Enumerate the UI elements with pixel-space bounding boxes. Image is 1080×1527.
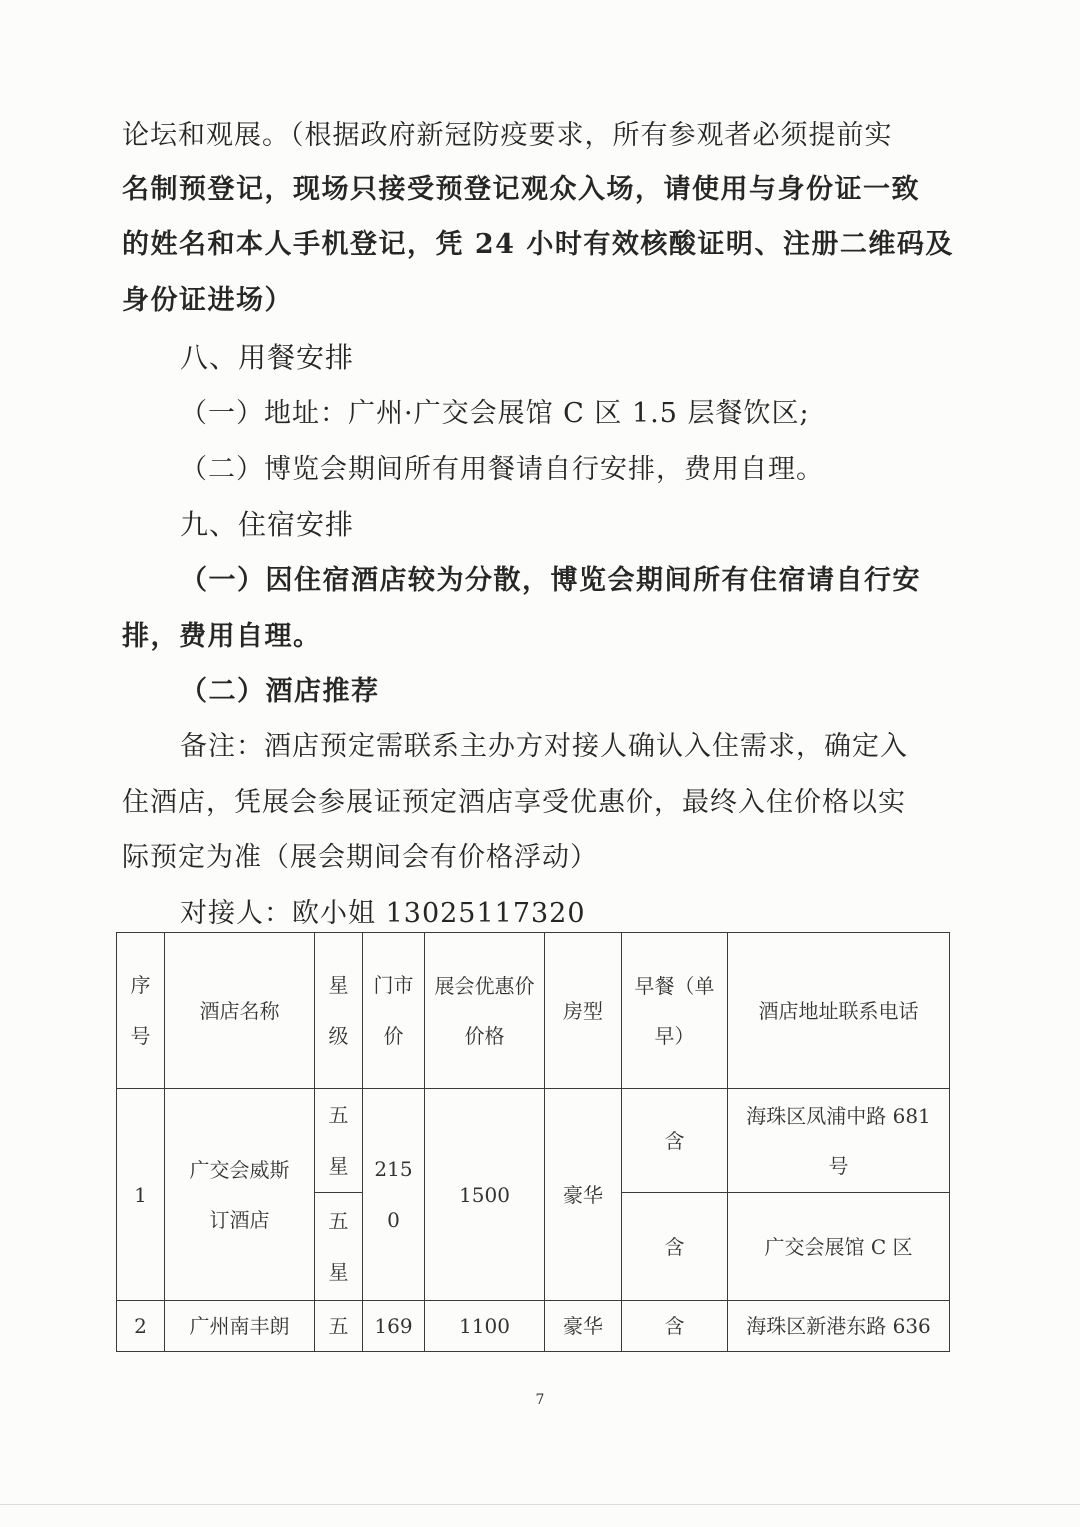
row-address: 广交会展馆 C 区 xyxy=(728,1193,950,1301)
row-hotel-name: 广交会威斯订酒店 xyxy=(165,1089,315,1301)
row-star: 五 xyxy=(315,1301,363,1352)
paragraph-line: 论坛和观展。（根据政府新冠防疫要求，所有参观者必须提前实 xyxy=(122,120,893,151)
row-address: 海珠区新港东路 636 xyxy=(728,1301,950,1352)
row-star: 五星 xyxy=(315,1089,363,1193)
row-room-type: 豪华 xyxy=(545,1301,622,1352)
page-number: 7 xyxy=(535,1392,545,1408)
row-no: 2 xyxy=(117,1301,165,1352)
subsection-heading: （二）酒店推荐 xyxy=(180,676,380,707)
paragraph-line: （二）博览会期间所有用餐请自行安排，费用自理。 xyxy=(180,454,824,485)
header-no: 序号 xyxy=(117,933,165,1089)
header-room-type: 房型 xyxy=(545,933,622,1089)
table-row xyxy=(117,1089,950,1193)
paragraph-line: 排，费用自理。 xyxy=(122,621,322,652)
table-header-row xyxy=(117,933,950,1089)
note-line: 际预定为准（展会期间会有价格浮动） xyxy=(122,842,598,873)
header-breakfast: 早餐（单早） xyxy=(622,933,728,1089)
paragraph-line: （一）地址：广州·广交会展馆 C 区 1.5 层餐饮区; xyxy=(180,398,810,429)
row-hotel-name: 广州南丰朗 xyxy=(165,1301,315,1352)
header-star: 星级 xyxy=(315,933,363,1089)
row-rack-price: 2150 xyxy=(363,1089,425,1301)
header-rack-price: 门市价 xyxy=(363,933,425,1089)
row-breakfast: 含 xyxy=(622,1193,728,1301)
hotel-table xyxy=(116,932,950,1352)
section-heading-9: 九、住宿安排 xyxy=(180,508,355,541)
table-row xyxy=(117,1301,950,1352)
contact-line: 对接人：欧小姐 13025117320 xyxy=(180,898,586,929)
row-star: 五星 xyxy=(315,1193,363,1301)
header-name: 酒店名称 xyxy=(165,933,315,1089)
paragraph-line: 名制预登记，现场只接受预登记观众入场，请使用与身份证一致 xyxy=(122,174,920,205)
paragraph-line: 的姓名和本人手机登记，凭 24 小时有效核酸证明、注册二维码及 xyxy=(122,229,954,260)
paragraph-line: （一）因住宿酒店较为分散，博览会期间所有住宿请自行安 xyxy=(180,565,921,596)
row-no: 1 xyxy=(117,1089,165,1301)
row-room-type: 豪华 xyxy=(545,1089,622,1301)
note-line: 备注：酒店预定需联系主办方对接人确认入住需求，确定入 xyxy=(180,731,908,762)
paragraph-line: 身份证进场） xyxy=(122,285,293,316)
row-breakfast: 含 xyxy=(622,1089,728,1193)
row-rack-price: 169 xyxy=(363,1301,425,1352)
scan-edge-line xyxy=(0,1504,1080,1505)
row-discount-price: 1100 xyxy=(425,1301,545,1352)
row-breakfast: 含 xyxy=(622,1301,728,1352)
section-heading-8: 八、用餐安排 xyxy=(180,341,355,374)
header-address: 酒店地址联系电话 xyxy=(728,933,950,1089)
header-discount-price: 展会优惠价价格 xyxy=(425,933,545,1089)
note-line: 住酒店，凭展会参展证预定酒店享受优惠价，最终入住价格以实 xyxy=(122,787,906,818)
row-address: 海珠区凤浦中路 681 号 xyxy=(728,1089,950,1193)
row-discount-price: 1500 xyxy=(425,1089,545,1301)
